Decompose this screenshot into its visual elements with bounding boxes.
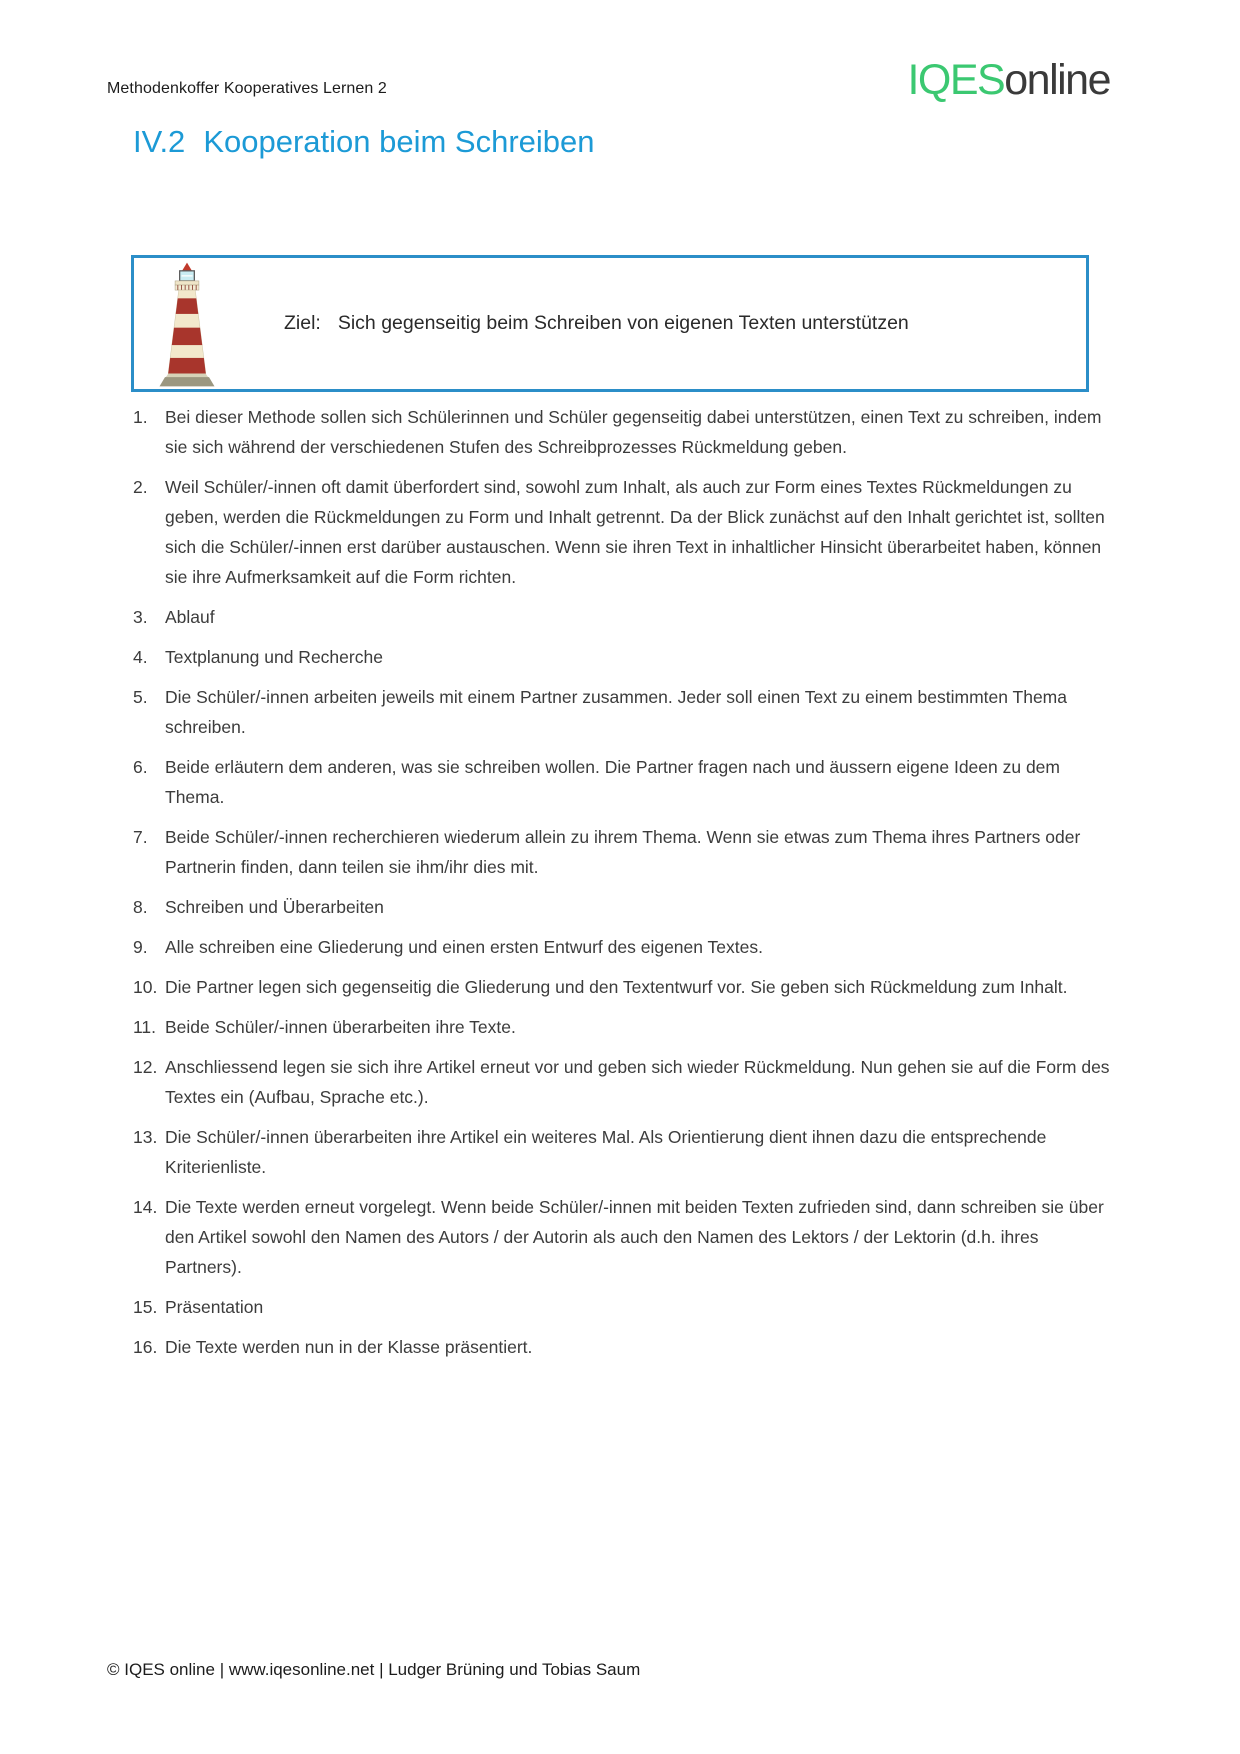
list-item bbox=[133, 1192, 1111, 1282]
page-footer: © IQES online | www.iqesonline.net | Ludger Brüning und Tobias Saum bbox=[107, 1660, 641, 1679]
list-item-number: 10. bbox=[133, 977, 158, 997]
lighthouse-icon bbox=[154, 261, 220, 387]
list-item-text: Die Schüler/-innen arbeiten jeweils mit einem Partner zusammen. Jeder soll einen Text zu einem bestimmten Thema schreiben. bbox=[165, 687, 1067, 737]
list-item-number: 3. bbox=[133, 607, 148, 627]
logo-online-text: online bbox=[1004, 56, 1110, 104]
iqes-logo bbox=[907, 56, 1110, 105]
list-item bbox=[133, 972, 1111, 1002]
list-item-number: 7. bbox=[133, 827, 148, 847]
list-item bbox=[133, 682, 1111, 742]
list-item-text: Ablauf bbox=[165, 607, 215, 627]
list-item bbox=[133, 1012, 1111, 1042]
list-item bbox=[133, 1122, 1111, 1182]
list-item-number: 15. bbox=[133, 1297, 158, 1317]
list-item-text: Bei dieser Methode sollen sich Schülerinnen und Schüler gegenseitig dabei unterstützen, einen Text zu schreiben, indem sie sich während der verschiedenen Stufen des Schreibprozesses Rückmeldung geben. bbox=[165, 407, 1102, 457]
instruction-list bbox=[133, 402, 1111, 1372]
goal-statement bbox=[284, 258, 1076, 389]
list-item-text: Die Partner legen sich gegenseitig die Gliederung und den Textentwurf vor. Sie geben sich Rückmeldung zum Inhalt. bbox=[165, 977, 1068, 997]
list-item-number: 9. bbox=[133, 937, 148, 957]
list-item-text: Anschliessend legen sie sich ihre Artikel erneut vor und geben sich wieder Rückmeldung. Nun gehen sie auf die Form des Textes ein (Aufbau, Sprache etc.). bbox=[165, 1057, 1110, 1107]
list-item-number: 16. bbox=[133, 1337, 158, 1357]
list-item-number: 1. bbox=[133, 407, 148, 427]
goal-text: Sich gegenseitig beim Schreiben von eigenen Texten unterstützen bbox=[337, 312, 909, 334]
list-item-text: Textplanung und Recherche bbox=[165, 647, 383, 667]
list-item-text: Die Texte werden nun in der Klasse präsentiert. bbox=[165, 1337, 533, 1357]
list-item-text: Die Texte werden erneut vorgelegt. Wenn beide Schüler/-innen mit beiden Texten zufrieden sind, dann schreiben sie über den Artikel sowohl den Namen des Autors / der Autorin als auch den Namen des Lektors / der Lektorin (d.h. ihres Partners). bbox=[165, 1197, 1104, 1277]
page-title bbox=[133, 124, 595, 160]
list-item bbox=[133, 822, 1111, 882]
list-item bbox=[133, 402, 1111, 462]
page-title-number: IV.2 bbox=[133, 124, 186, 159]
page-title-text: Kooperation beim Schreiben bbox=[203, 124, 595, 159]
list-item-text: Präsentation bbox=[165, 1297, 264, 1317]
list-item-text: Beide erläutern dem anderen, was sie schreiben wollen. Die Partner fragen nach und äussern eigene Ideen zu dem Thema. bbox=[165, 757, 1060, 807]
list-item-number: 8. bbox=[133, 897, 148, 917]
list-item bbox=[133, 642, 1111, 672]
list-item-text: Weil Schüler/-innen oft damit überfordert sind, sowohl zum Inhalt, als auch zur Form eines Textes Rückmeldungen zu geben, werden die Rückmeldungen zu Form und Inhalt getrennt. Da der Blick zunächst auf den Inhalt gerichtet ist, sollten sich die Schüler/-innen erst darüber austauschen. Wenn sie ihren Text in inhaltlicher Hinsicht überarbeitet haben, können sie ihre Aufmerksamkeit auf die Form richten. bbox=[165, 477, 1105, 587]
list-item bbox=[133, 1332, 1111, 1362]
list-item bbox=[133, 1292, 1111, 1322]
list-item-text: Schreiben und Überarbeiten bbox=[165, 897, 384, 917]
list-item bbox=[133, 892, 1111, 922]
document-header-text: Methodenkoffer Kooperatives Lernen 2 bbox=[107, 80, 387, 97]
list-item-number: 12. bbox=[133, 1057, 158, 1077]
list-item-text: Beide Schüler/-innen überarbeiten ihre Texte. bbox=[165, 1017, 516, 1037]
list-item bbox=[133, 932, 1111, 962]
list-item-number: 2. bbox=[133, 477, 148, 497]
list-item-number: 13. bbox=[133, 1127, 158, 1147]
list-item bbox=[133, 602, 1111, 632]
list-item-number: 14. bbox=[133, 1197, 158, 1217]
list-item-number: 5. bbox=[133, 687, 148, 707]
list-item bbox=[133, 1052, 1111, 1112]
list-item bbox=[133, 752, 1111, 812]
logo-iqes-text: IQES bbox=[907, 56, 1005, 104]
goal-label: Ziel: bbox=[284, 312, 321, 334]
list-item-number: 6. bbox=[133, 757, 148, 777]
list-item-number: 4. bbox=[133, 647, 148, 667]
list-item-text: Beide Schüler/-innen recherchieren wiederum allein zu ihrem Thema. Wenn sie etwas zum Thema ihres Partners oder Partnerin finden, dann teilen sie ihm/ihr dies mit. bbox=[165, 827, 1081, 877]
list-item-number: 11. bbox=[133, 1017, 157, 1037]
list-item bbox=[133, 472, 1111, 592]
list-item-text: Die Schüler/-innen überarbeiten ihre Artikel ein weiteres Mal. Als Orientierung dient ihnen dazu die entsprechende Kriterienliste. bbox=[165, 1127, 1047, 1177]
goal-box bbox=[131, 255, 1089, 392]
list-item-text: Alle schreiben eine Gliederung und einen ersten Entwurf des eigenen Textes. bbox=[165, 937, 763, 957]
